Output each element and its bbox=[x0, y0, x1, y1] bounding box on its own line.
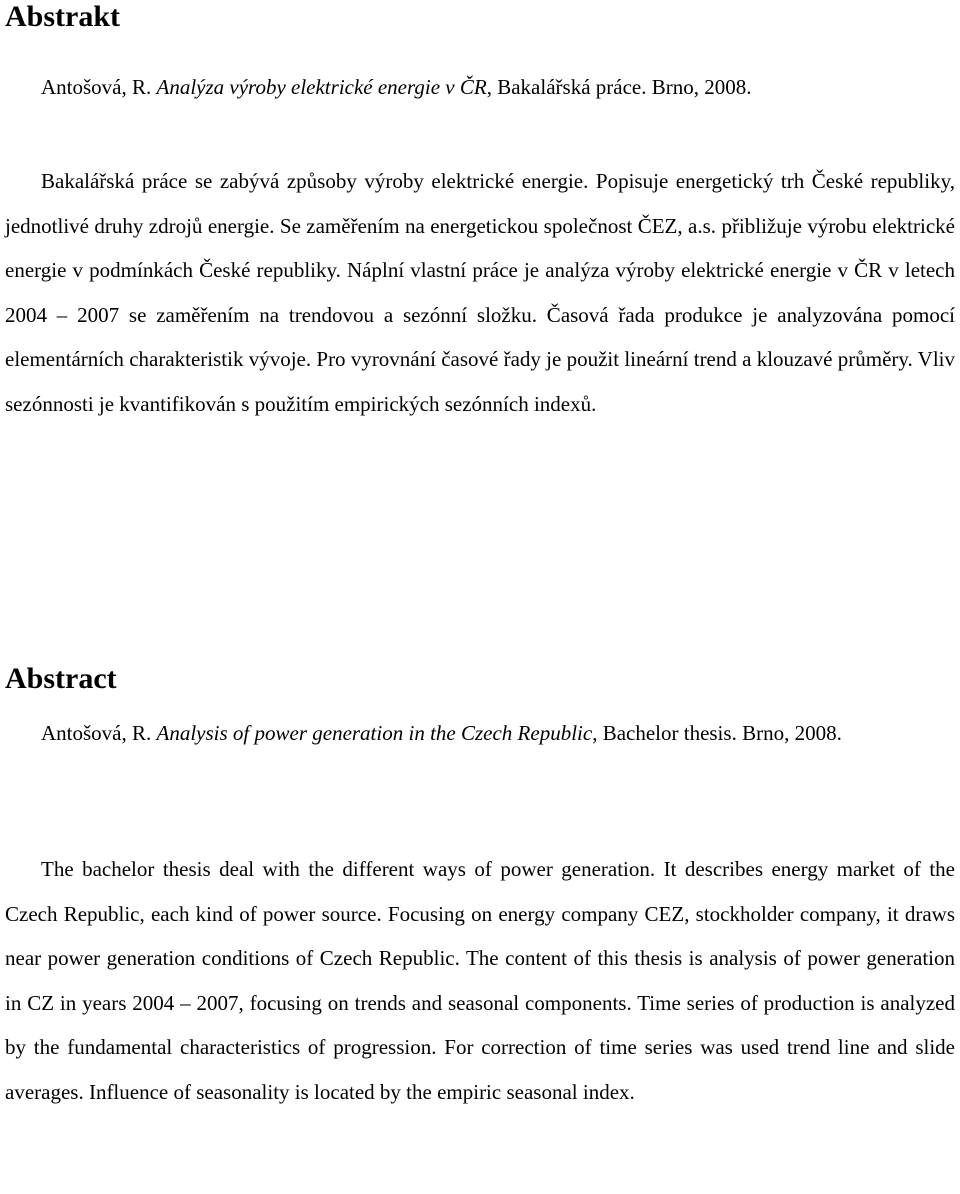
czech-abstract-heading: Abstrakt bbox=[5, 0, 121, 33]
english-citation bbox=[5, 711, 955, 756]
czech-citation-title: Analýza výroby elektrické energie v ČR bbox=[156, 75, 487, 99]
english-citation-author: Antošová, R. bbox=[41, 721, 157, 745]
english-citation-details: , Bachelor thesis. Brno, 2008. bbox=[592, 721, 842, 745]
english-abstract-text: The bachelor thesis deal with the different ways of power generation. It describes energy market of the Czech Republic, each kind of power source. Focusing on energy company CEZ, stockholder company, it draws near power generation conditions of Czech Republic. The content of this thesis is analysis of power generation in CZ in years 2004 – 2007, focusing on trends and seasonal components. Time series of production is analyzed by the fundamental characteristics of progression. For correction of time series was used trend line and slide averages. Influence of seasonality is located by the empiric seasonal index. bbox=[5, 857, 955, 1104]
english-abstract-heading: Abstract bbox=[5, 662, 117, 695]
czech-citation-details: , Bakalářská práce. Brno, 2008. bbox=[486, 75, 752, 99]
czech-citation bbox=[41, 65, 955, 109]
czech-abstract-text: Bakalářská práce se zabývá způsoby výroby elektrické energie. Popisuje energetický trh České republiky, jednotlivé druhy zdrojů energie. Se zaměřením na energetickou společnost ČEZ, a.s. přibližuje výrobu elektrické energie v podmínkách České republiky. Náplní vlastní práce je analýza výroby elektrické energie v ČR v letech 2004 – 2007 se zaměřením na trendovou a sezónní složku. Časová řada produkce je analyzována pomocí elementárních charakteristik vývoje. Pro vyrovnání časové řady je použit lineární trend a klouzavé průměry. Vliv sezónnosti je kvantifikován s použitím empirických sezónních indexů. bbox=[5, 169, 955, 416]
english-citation-title: Analysis of power generation in the Czech Republic bbox=[156, 721, 593, 745]
czech-citation-author: Antošová, R. bbox=[41, 75, 157, 99]
